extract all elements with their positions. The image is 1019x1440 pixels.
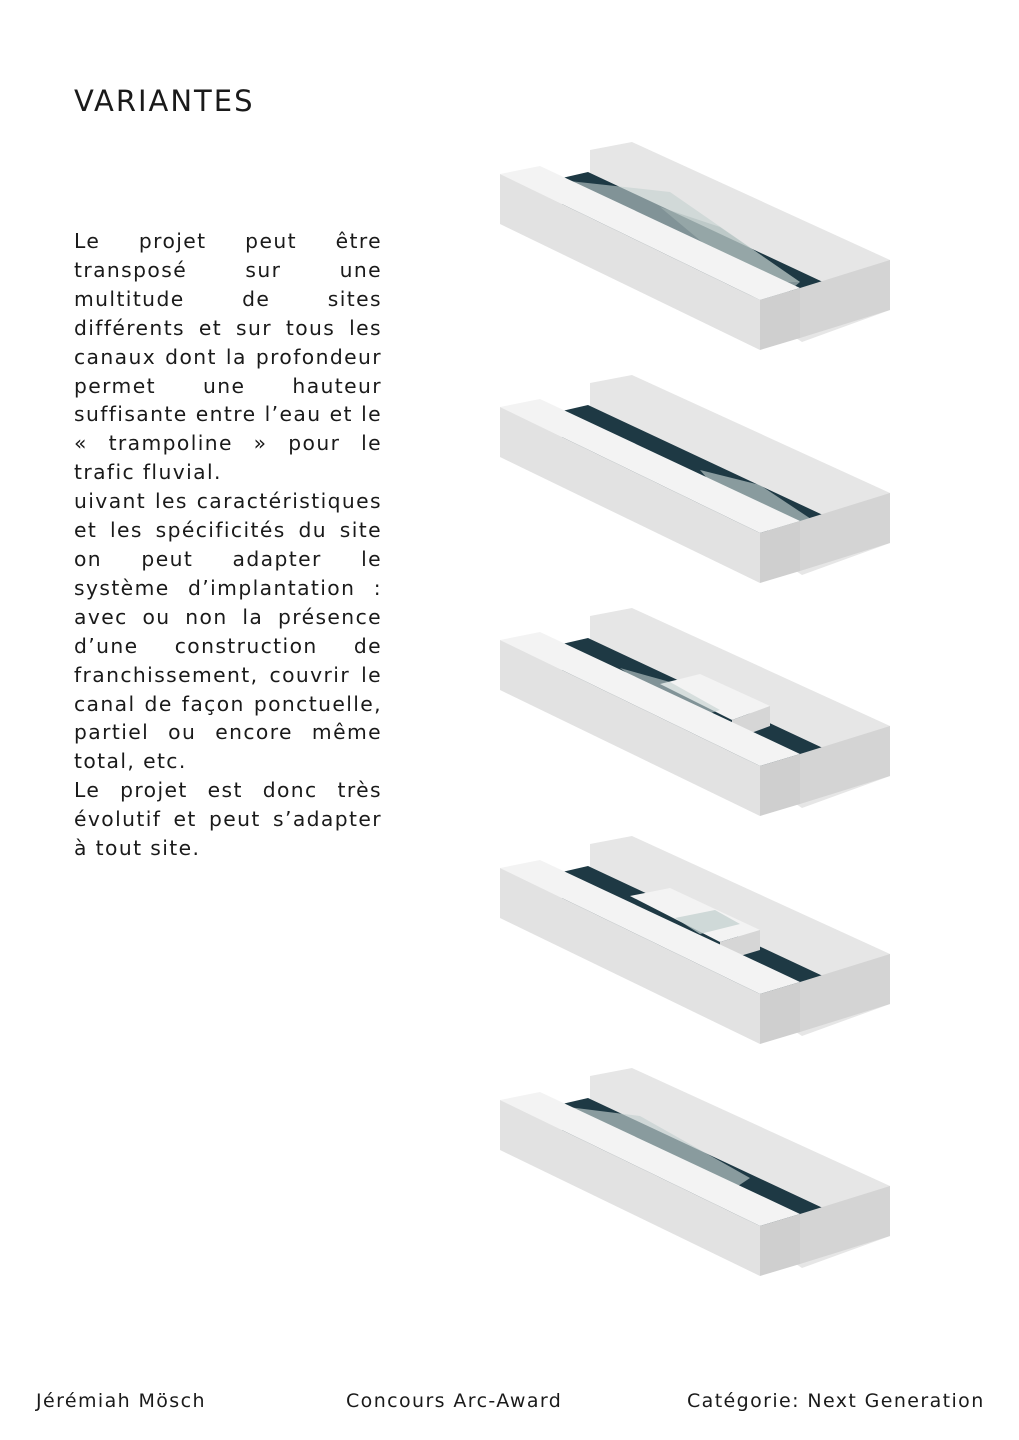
footer-competition: Concours Arc-Award: [346, 1390, 563, 1412]
footer-category: Catégorie: Next Generation: [687, 1390, 985, 1412]
paragraph-3: Le projet est donc très évolutif et peut s’adapter à tout site.: [74, 778, 382, 861]
paragraph-2: uivant les caractéristiques et les spécificités du site on peut adapter le système d’implantation : avec ou non la présence d’une construction de franchissement, couvrir le canal de façon ponctuelle, partiel ou encore même total, etc.: [74, 489, 382, 774]
variant-5-illustration: [470, 1058, 900, 1338]
variant-illustrations: [470, 120, 910, 1340]
page-title: VARIANTES: [74, 84, 255, 118]
footer-author: Jérémiah Mösch: [36, 1390, 206, 1412]
paragraph-1: Le projet peut être transposé sur une multitude de sites différents et sur tous les canaux dont la profondeur permet une hauteur suffisante entre l’eau et le « trampoline » pour le trafic fluvial.: [74, 229, 382, 485]
body-text: [74, 227, 382, 863]
